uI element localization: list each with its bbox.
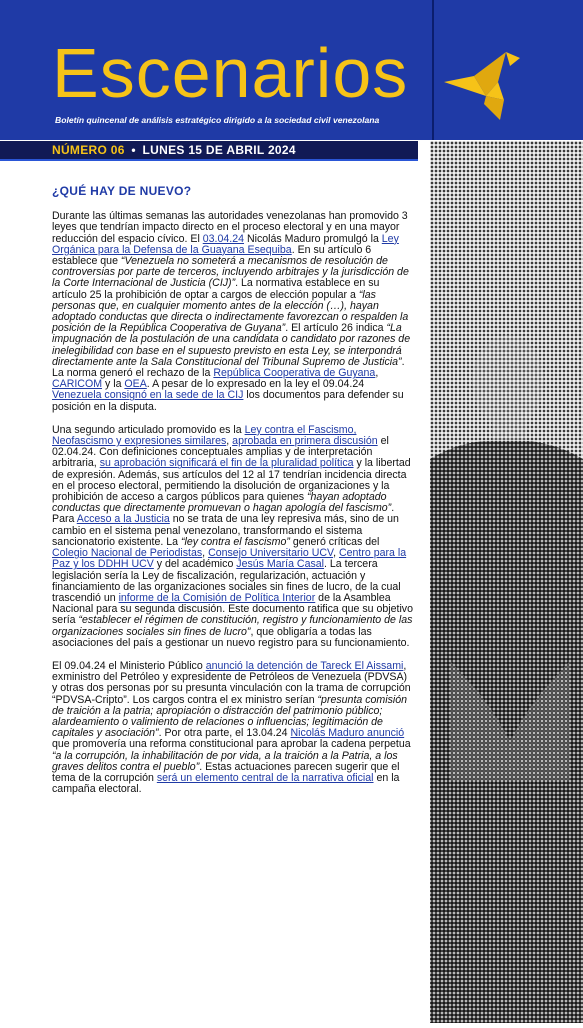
paragraph-1 [52,211,414,413]
text: Nicolás Maduro promulgó la [244,232,382,245]
link-narrativa[interactable]: será un elemento central de la narrativa oficial [156,771,374,784]
issue-number: NÚMERO 06 [52,143,125,157]
text: Una segundo articulado promovido es la [52,423,245,436]
text: . Para [52,502,395,526]
link-acceso-justicia[interactable]: Acceso a la Justicia [76,513,170,526]
masthead [0,0,583,140]
text: , [375,367,379,380]
text: los documentos para defender su posición en la disputa. [52,389,404,413]
text: no se trata de una ley represiva más, sino de un cambio en el sistema penal venezolano, transformando el sistema sancionatorio existente. La [52,513,399,548]
text: . La normativa establece en su artículo 25 la prohibición de optar a cargos de elección popular a [52,277,380,301]
text: . Por otra parte, el 13.04.24 [158,727,291,740]
text: en la campaña electoral. [52,771,400,796]
quote: “establecer el régimen de constitución, registro y funcionamiento de las organizaciones sociales sin fines de lucro” [52,614,413,638]
text: y la [102,378,125,391]
masthead-divider [432,0,434,140]
text: , exministro del Petróleo y expresidente de Petróleos de Venezuela (PDVSA) y otras dos personas por su presunta vinculación con la trama de corrupción “PDVSA-Cripto”. Los cargos contra el ex ministro serían [52,659,411,706]
text: , [226,435,233,448]
quote: “hayan adoptado conductas que directamente promuevan o hagan apología del fascismo” [52,491,392,515]
text: que promovería una reforma constitucional para aprobar la cadena perpetua [52,738,411,751]
link-guyana[interactable]: República Cooperativa de Guyana [213,367,376,380]
link-ley-fascismo[interactable]: Ley contra el Fascismo, Neofascismo y expresiones similares [52,423,357,448]
text: y del académico [153,558,237,571]
origami-bird-icon [444,52,520,120]
text: . Estas actuaciones parecen sugerir que el tema de la corrupción [52,760,400,784]
issue-separator: • [131,143,136,157]
issue-info [52,143,296,157]
link-ley-guayana[interactable]: Ley Orgánica para la Defensa de la Guayana Esequiba [52,232,399,256]
publication-tagline: Boletín quincenal de análisis estratégico dirigido a la sociedad civil venezolana [55,115,380,125]
quote: “ley contra el fascismo” [180,535,290,548]
link-detencion[interactable]: anunció la detención de Tareck El Aissami [205,659,404,672]
text: de la Asamblea Nacional para su segunda discusión. Este documento ratifica que su objetivo sería [52,591,413,627]
text: , que obligaría a todas las asociaciones del país a gestionar un nuevo registro para su funcionamiento. [52,625,410,649]
link-caricom[interactable]: CARICOM [52,378,103,391]
text: . La tercera legislación sería la Ley de fiscalización, regularización, actuación y financiamiento de las organizaciones sociales sin fines de lucro, de la cual trascendió un [52,558,401,604]
text: El 09.04.24 el Ministerio Público [52,659,206,672]
link-date[interactable]: 03.04.24 [202,232,244,245]
paragraph-3 [52,661,414,795]
quote: “las personas que, en cualquier momento antes de la elección (…), hayan adoptado conductas que directa o indirectamente favorezcan o respalden la posición de la República Cooperativa de Guyana” [52,288,409,335]
link-pluralidad[interactable]: su aprobación significará el fin de la pluralidad política [99,457,354,470]
link-cij[interactable]: Venezuela consignó en la sede de la CIJ [52,389,244,402]
section-title: ¿QUÉ HAY DE NUEVO? [52,184,192,198]
publication-title: Escenarios [52,34,409,112]
text: Durante las últimas semanas las autoridades venezolanas han promovido 3 leyes que tendrían impacto directo en el proceso electoral y en una mayor reducción del espacio cívico. El [52,210,408,245]
issue-bar [0,141,418,161]
text: . La norma generó el rechazo de la [52,355,405,380]
halftone-portrait-photo [430,141,583,1023]
text: , [202,547,209,560]
link-casal[interactable]: Jesús María Casal [236,558,325,571]
quote: “Venezuela no someterá a mecanismos de resolución de controversias por parte de terceros, incluyendo arbitrajes y la jurisdicción de la Corte Internacional de Justicia (CIJ)” [52,255,409,290]
text: y la libertad de expresión. Además, sus artículos del 12 al 17 tendrían incidencia directa en el proceso electoral, permitiendo la disolución de organizaciones y la prohibición de acceso a cargos públicos para quienes [52,457,411,504]
quote: “La impugnación de la postulación de una candidata o candidato por razones de inelegibilidad con base en el supuesto previsto en esta Ley, se interpondrá directamente ante la Sala Constitucional del Tribunal Supremo de Justicia” [52,322,411,368]
text: , [333,547,339,560]
issue-date: LUNES 15 DE ABRIL 2024 [142,143,296,157]
link-consejo-ucv[interactable]: Consejo Universitario UCV [208,547,334,560]
portrait-silhouette [430,141,583,1023]
text: el 02.04.24. Con definiciones conceptuales amplias y de interpretación arbitraria, [52,435,389,470]
quote: “presunta comisión de traición a la patria; apropiación o distracción del patrimonio público; alardeamiento o valimiento de relaciones o influencias; legitimación de capitales y asociación” [52,693,408,740]
paragraph-2 [52,425,414,649]
link-centro-paz[interactable]: Centro para la Paz y los DDHH UCV [52,547,407,571]
article-body [52,180,414,807]
link-maduro-anuncio[interactable]: Nicolás Maduro anunció [290,727,405,740]
link-primera-discusion[interactable]: aprobada en primera discusión [232,435,378,448]
text: . En su artículo 6 establece que [52,243,372,268]
link-informe[interactable]: informe de la Comisión de Política Interior [118,591,316,604]
link-cnp[interactable]: Colegio Nacional de Periodistas [52,547,203,560]
text: . El artículo 26 indica [285,322,387,335]
quote: “a la corrupción, la inhabilitación de por vida, a la traición a la Patria, a los graves delitos contra el pueblo” [52,749,398,773]
text: . A pesar de lo expresado en la ley el 09.04.24 [146,378,365,391]
text: generó críticas del [289,535,380,548]
link-oea[interactable]: OEA [124,378,147,391]
